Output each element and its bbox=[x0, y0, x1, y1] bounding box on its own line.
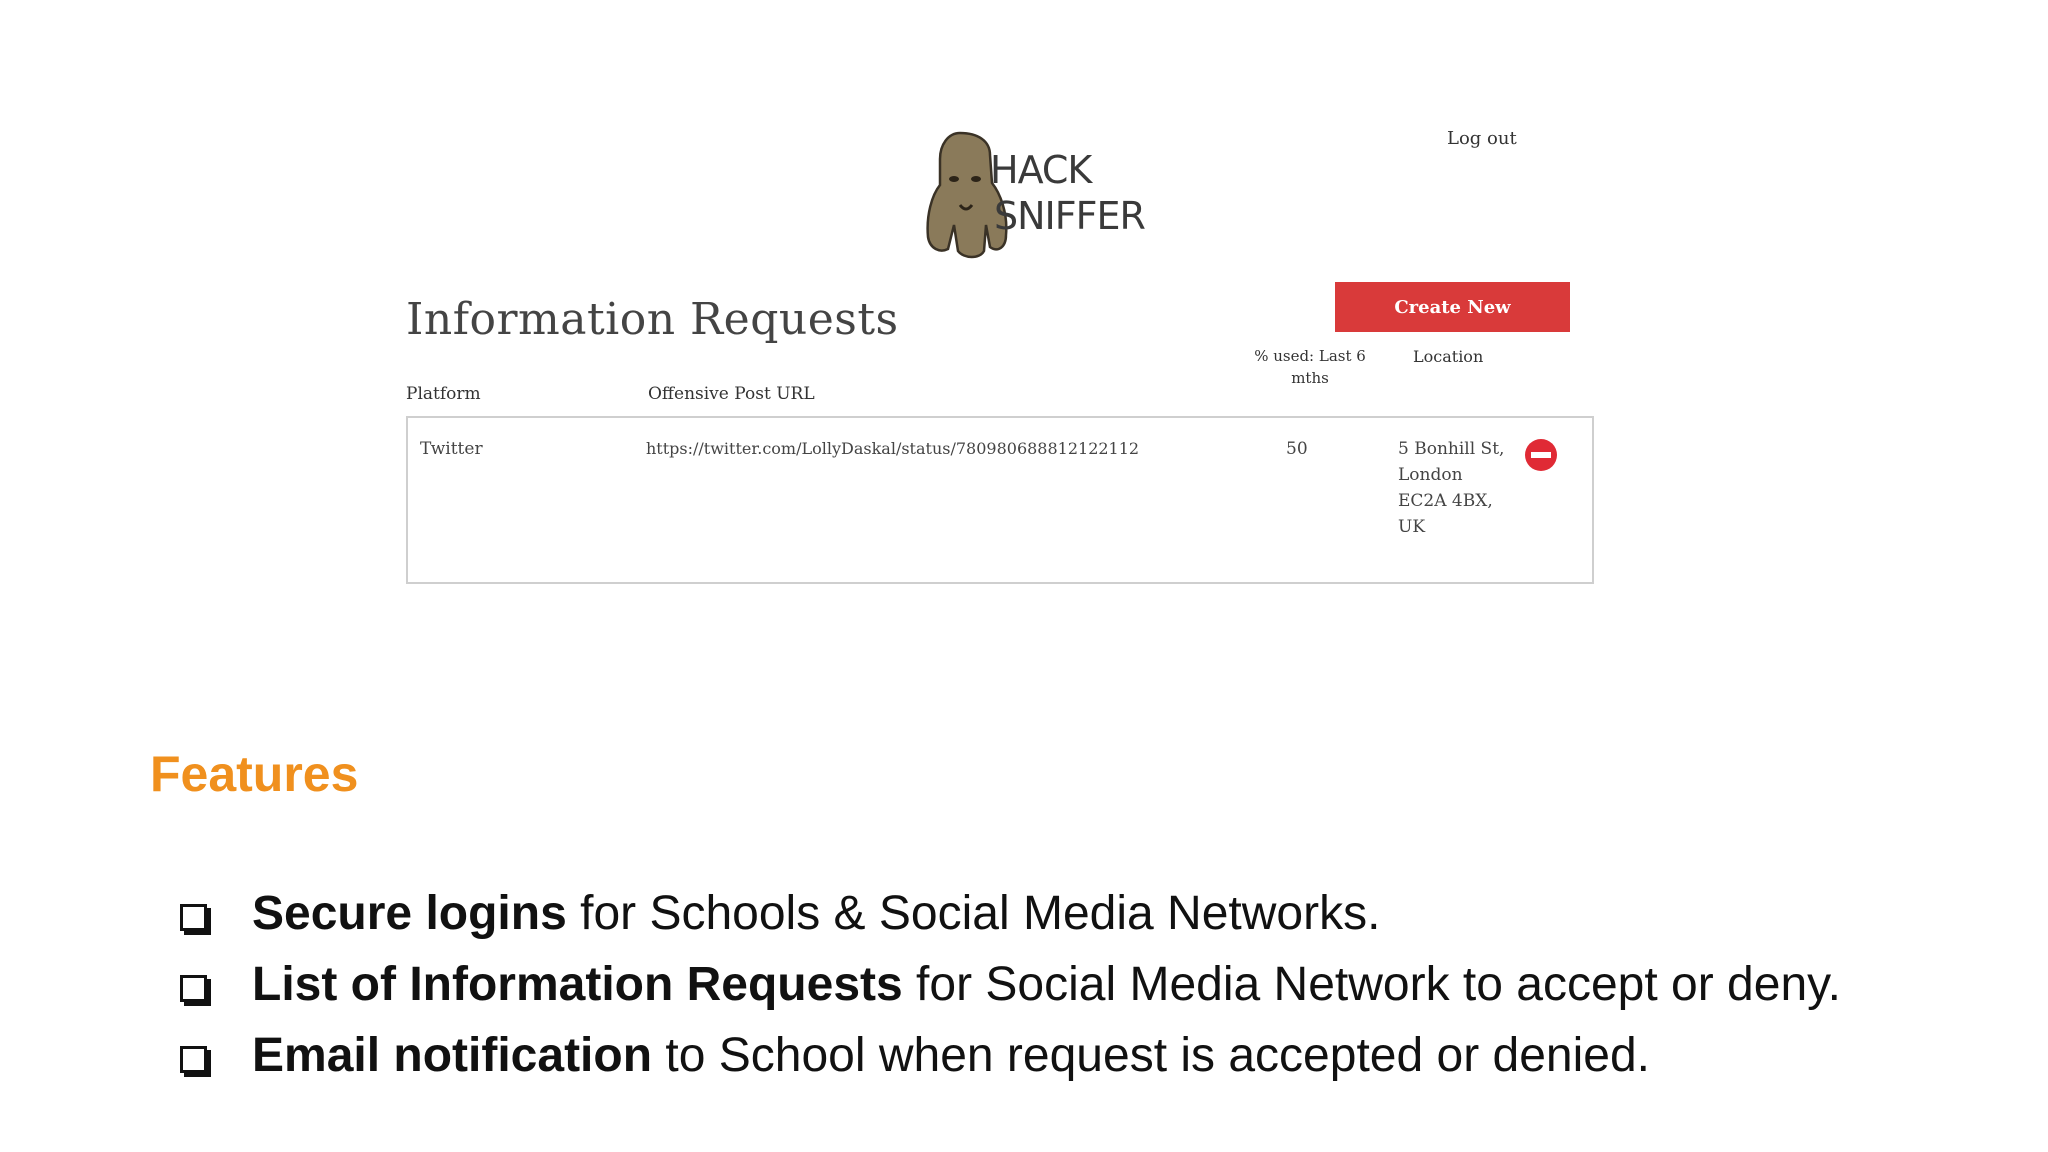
features-title: Features bbox=[150, 746, 359, 802]
cell-location: 5 Bonhill St, London EC2A 4BX, UK bbox=[1398, 439, 1505, 537]
bullet-bold-text: List of Information Requests bbox=[252, 958, 903, 1011]
logo-line2: SNIFFER bbox=[994, 194, 1145, 238]
bullet-bold-text: Secure logins bbox=[252, 887, 567, 940]
checkbox-bullet-icon bbox=[180, 904, 207, 931]
column-header-used: % used: Last 6 mths bbox=[1254, 347, 1366, 387]
bullet-rest-text: for Schools & Social Media Networks. bbox=[566, 887, 1381, 940]
bullet-rest-text: for Social Media Network to accept or deny. bbox=[902, 958, 1841, 1011]
cell-url[interactable]: https://twitter.com/LollyDaskal/status/780980688812122112 bbox=[646, 439, 1140, 458]
page-title: Information Requests bbox=[406, 294, 899, 345]
bullet-text bbox=[252, 886, 1380, 941]
bullet-bold-text: Email notification bbox=[252, 1029, 653, 1082]
checkbox-bullet-icon bbox=[180, 975, 207, 1002]
create-new-button[interactable]: Create New bbox=[1335, 282, 1570, 332]
bullet-text bbox=[252, 1028, 1650, 1083]
cell-used: 50 bbox=[1286, 439, 1308, 459]
logo-line1: HACK bbox=[990, 148, 1092, 192]
checkbox-bullet-icon bbox=[180, 1046, 207, 1073]
column-header-url: Offensive Post URL bbox=[648, 384, 815, 404]
logout-link[interactable]: Log out bbox=[1447, 128, 1517, 149]
bullet-rest-text: to School when request is accepted or denied. bbox=[652, 1029, 1650, 1082]
hack-sniffer-logo bbox=[920, 125, 1145, 260]
column-header-location: Location bbox=[1413, 347, 1484, 366]
bullet-text bbox=[252, 957, 1841, 1012]
cell-platform: Twitter bbox=[420, 439, 483, 459]
column-header-platform: Platform bbox=[406, 384, 481, 404]
remove-icon[interactable] bbox=[1524, 438, 1558, 472]
table-row bbox=[406, 416, 1594, 584]
